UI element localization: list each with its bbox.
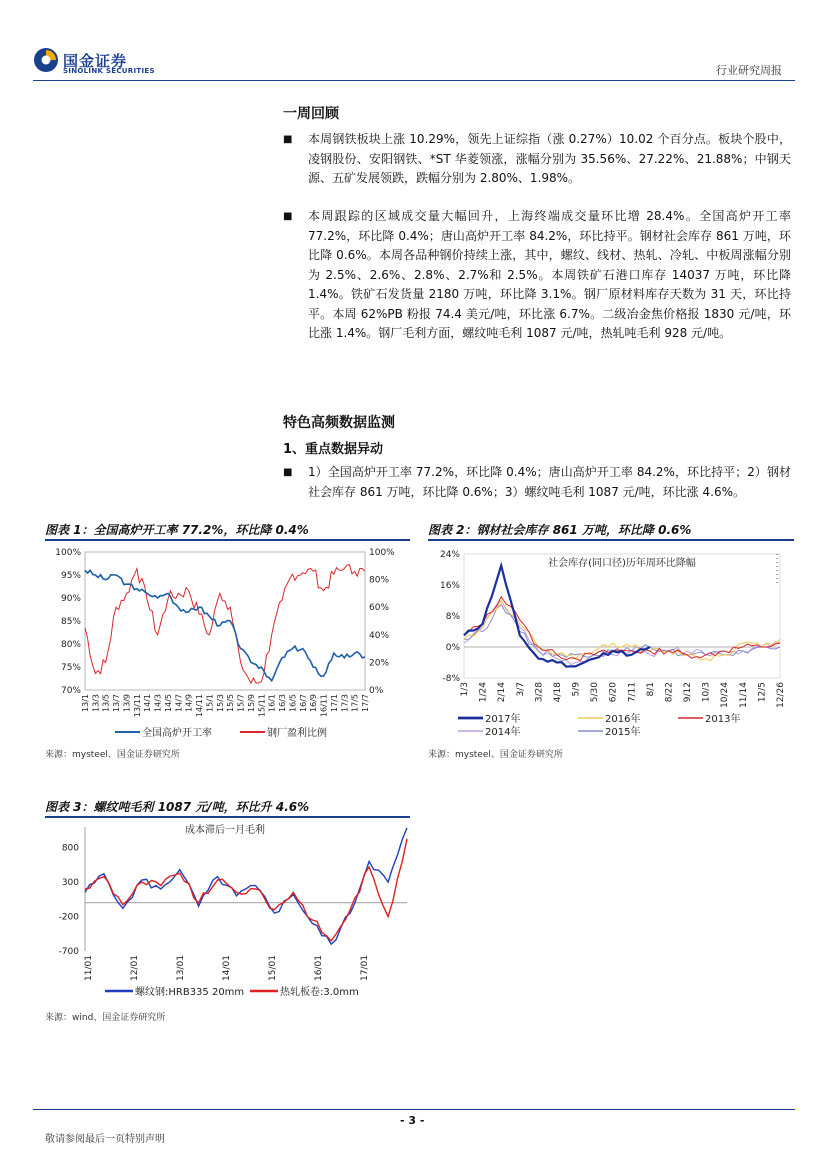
review-bullet-2-text: 本周跟踪的区域成交量大幅回升，上海终端成交量环比增 28.4%。全国高炉开工率 77.2%，环比降 0.4%；唐山高炉开工率 84.2%，环比持平。钢材社会库存 861 万吨，环比降 0.6%。本周各品种钢价持续上涨，其中，螺纹、线材、热轧、冷轧、中板周涨幅分别为 2.5%、2.6%、2.8%、2.7%和 2.5%。本周铁矿石港口库存 14037 万吨，环比降 1.4%。铁矿石发货量 2180 万吨，环比降 3.1%。钢厂原材料库存天数为 31 天，环比持平。本周 62%PB 粉报 74.4 美元/吨，环比涨 6.7%。二级冶金焦价格报 1830 元/吨，环比涨 1.4%。钢厂毛利方面，螺纹吨毛利 1087 元/吨，热轧吨毛利 928 元/吨。 — [308, 209, 791, 340]
x-tick-label: 5/30 — [590, 682, 601, 703]
legend-label-2014年: 2014年 — [485, 727, 521, 738]
y-right-tick-label: 60% — [369, 603, 390, 614]
brand-name-cn: 国金证券 — [63, 52, 128, 70]
page-number: - 3 - — [400, 1114, 425, 1127]
x-tick-label: 4/18 — [552, 682, 563, 703]
x-tick-label: 13/11 — [132, 694, 142, 718]
y-left-tick-label: 90% — [60, 594, 81, 604]
x-tick-label: 14/11 — [195, 694, 205, 718]
review-bullet-2 — [283, 207, 791, 344]
x-tick-label: 3/28 — [534, 682, 545, 703]
report-type: 行业研究周报 — [716, 64, 782, 77]
x-tick-label: 14/1 — [143, 694, 153, 712]
bullet-icon: ■ — [283, 134, 293, 145]
figure-3-chart — [45, 819, 410, 1005]
y-tick-label: 300 — [61, 878, 79, 889]
x-tick-label: 13/7 — [112, 694, 122, 712]
legend-label-blast-furnace-rate: 全国高炉开工率 — [142, 728, 212, 739]
figure-1-svg — [45, 542, 410, 742]
x-tick-label: 17/3 — [340, 694, 350, 712]
series-line-blast-furnace-rate — [85, 570, 365, 681]
y-left-tick-label: 85% — [60, 617, 81, 627]
y-tick-label: 800 — [61, 843, 79, 854]
y-tick-label: -200 — [58, 912, 79, 923]
chart-title: 成本滞后一月毛利 — [185, 825, 265, 836]
x-tick-label: 13/3 — [91, 694, 101, 712]
figure-1-chart — [45, 542, 410, 742]
x-tick-label: 16/01 — [314, 955, 324, 981]
x-tick-label: 17/5 — [350, 694, 360, 712]
figure-2-title: 图表 2：钢材社会库存 861 万吨，环比降 0.6% — [428, 521, 794, 541]
y-tick-label: 8% — [445, 612, 460, 622]
series-line-profit-ratio — [85, 565, 365, 684]
review-bullet-1 — [283, 130, 791, 189]
header-divider — [33, 80, 795, 81]
monitor-bullet — [283, 463, 791, 502]
figure-2-source: 来源：mysteel、国金证券研究所 — [428, 750, 563, 760]
y-right-tick-label: 40% — [369, 630, 390, 641]
section-title-week-review: 一周回顾 — [283, 106, 339, 122]
series-line-2017年 — [464, 566, 650, 667]
y-tick-label: -8% — [442, 674, 460, 684]
x-tick-label: 12/26 — [776, 682, 786, 708]
x-tick-label: 10/24 — [720, 682, 731, 708]
figure-2-svg — [428, 542, 794, 742]
subsection-title-key-data: 1、重点数据异动 — [283, 442, 384, 457]
x-tick-label: 13/01 — [176, 955, 186, 981]
y-right-tick-label: 100% — [369, 548, 395, 558]
plot-frame — [85, 552, 365, 690]
legend-label-2017年: 2017年 — [485, 714, 521, 725]
legend-label-2013年: 2013年 — [705, 714, 741, 725]
x-tick-label: 11/14 — [738, 682, 749, 708]
x-tick-label: 15/01 — [268, 955, 278, 981]
x-tick-label: 5/9 — [571, 682, 582, 697]
x-tick-label: 8/1 — [645, 682, 656, 697]
figure-3-source: 来源：wind、国金证券研究所 — [45, 1013, 166, 1023]
x-tick-label: 17/7 — [361, 694, 370, 712]
y-right-tick-label: 80% — [369, 575, 390, 586]
x-tick-label: 10/3 — [701, 682, 712, 703]
x-tick-label: 7/11 — [627, 682, 638, 703]
bullet-icon: ■ — [283, 467, 293, 478]
bullet-icon: ■ — [283, 211, 293, 222]
x-tick-label: 12/5 — [757, 682, 768, 703]
x-tick-label: 15/5 — [226, 694, 236, 712]
x-tick-label: 14/9 — [184, 694, 194, 712]
figure-1-title: 图表 1：全国高炉开工率 77.2%，环比降 0.4% — [45, 521, 410, 541]
chart-title: 社会库存(同口径)历年周环比降幅 — [548, 558, 696, 569]
x-tick-label: 17/1 — [329, 694, 339, 712]
figure-2-chart — [428, 542, 794, 742]
x-tick-label: 16/5 — [288, 694, 298, 712]
x-tick-label: 16/7 — [298, 694, 308, 712]
x-tick-label: 1/24 — [478, 682, 489, 703]
x-tick-label: 15/11 — [257, 694, 267, 718]
y-left-tick-label: 70% — [60, 686, 81, 696]
y-tick-label: -700 — [58, 947, 79, 957]
x-tick-label: 14/3 — [153, 694, 163, 712]
footer-divider — [33, 1109, 795, 1110]
x-tick-label: 3/7 — [515, 682, 526, 697]
figure-3-title: 图表 3：螺纹吨毛利 1087 元/吨，环比升 4.6% — [45, 798, 410, 818]
legend-label-2016年: 2016年 — [605, 714, 641, 725]
monitor-bullet-text: 1）全国高炉开工率 77.2%，环比降 0.4%；唐山高炉开工率 84.2%，环比持平；2）钢材社会库存 861 万吨，环比降 0.6%；3）螺纹吨毛利 1087 元/吨，环比涨 4.6%。 — [308, 465, 791, 499]
series-line-rebar — [85, 828, 407, 944]
y-right-tick-label: 20% — [369, 658, 390, 669]
y-left-tick-label: 80% — [60, 640, 81, 650]
figure-1-source: 来源：mysteel、国金证券研究所 — [45, 750, 180, 760]
x-tick-label: 16/1 — [267, 694, 277, 712]
x-tick-label: 2/14 — [497, 682, 508, 703]
x-tick-label: 16/3 — [278, 694, 288, 712]
x-tick-label: 17/01 — [360, 955, 370, 981]
y-tick-label: 24% — [439, 550, 460, 560]
x-tick-label: 15/9 — [246, 694, 256, 712]
x-tick-label: 14/5 — [163, 694, 173, 712]
review-bullet-1-text: 本周钢铁板块上涨 10.29%，领先上证综指（涨 0.27%）10.02 个百分点。板块个股中，凌钢股份、安阳钢铁、*ST 华菱领涨，涨幅分别为 35.56%、27.22%、21.88%；中钢天源、五矿发展领跌，跌幅分别为 2.80%、1.98%。 — [308, 132, 791, 185]
x-tick-label: 16/11 — [319, 694, 329, 718]
y-left-tick-label: 100% — [55, 548, 81, 558]
y-right-tick-label: 0% — [369, 686, 384, 696]
legend-label-profit-ratio: 钢厂盈利比例 — [267, 728, 327, 739]
x-tick-label: 16/9 — [309, 694, 319, 712]
x-tick-label: 11/01 — [84, 955, 94, 981]
y-left-tick-label: 95% — [60, 571, 81, 581]
x-tick-label: 6/20 — [608, 682, 619, 703]
x-tick-label: 14/7 — [174, 694, 184, 712]
y-left-tick-label: 75% — [60, 663, 81, 673]
sinolink-logo-icon — [33, 47, 59, 73]
x-tick-label: 13/5 — [101, 694, 111, 712]
x-tick-label: 15/3 — [215, 694, 225, 712]
x-tick-label: 14/01 — [222, 955, 232, 981]
section-title-monitor: 特色高频数据监测 — [283, 415, 395, 431]
x-tick-label: 15/1 — [205, 694, 215, 712]
figure-3-svg — [45, 819, 410, 1005]
x-tick-label: 1/3 — [460, 682, 470, 697]
x-tick-label: 12/01 — [130, 955, 140, 981]
x-tick-label: 13/9 — [122, 694, 132, 712]
legend-label-2015年: 2015年 — [605, 727, 641, 738]
x-tick-label: 13/1 — [81, 694, 90, 712]
footer-disclaimer-note: 敬请参阅最后一页特别声明 — [45, 1134, 165, 1145]
brand-name-en: SINOLINK SECURITIES — [63, 67, 155, 75]
legend-label-rebar: 螺纹钢:HRB335 20mm — [135, 987, 245, 998]
x-tick-label: 15/7 — [236, 694, 246, 712]
y-tick-label: 16% — [439, 581, 460, 591]
legend-label-hot-rolled: 热轧板卷:3.0mm — [280, 987, 359, 998]
y-tick-label: 0% — [445, 643, 460, 653]
x-tick-label: 9/12 — [683, 682, 694, 703]
x-tick-label: 8/22 — [664, 682, 675, 703]
